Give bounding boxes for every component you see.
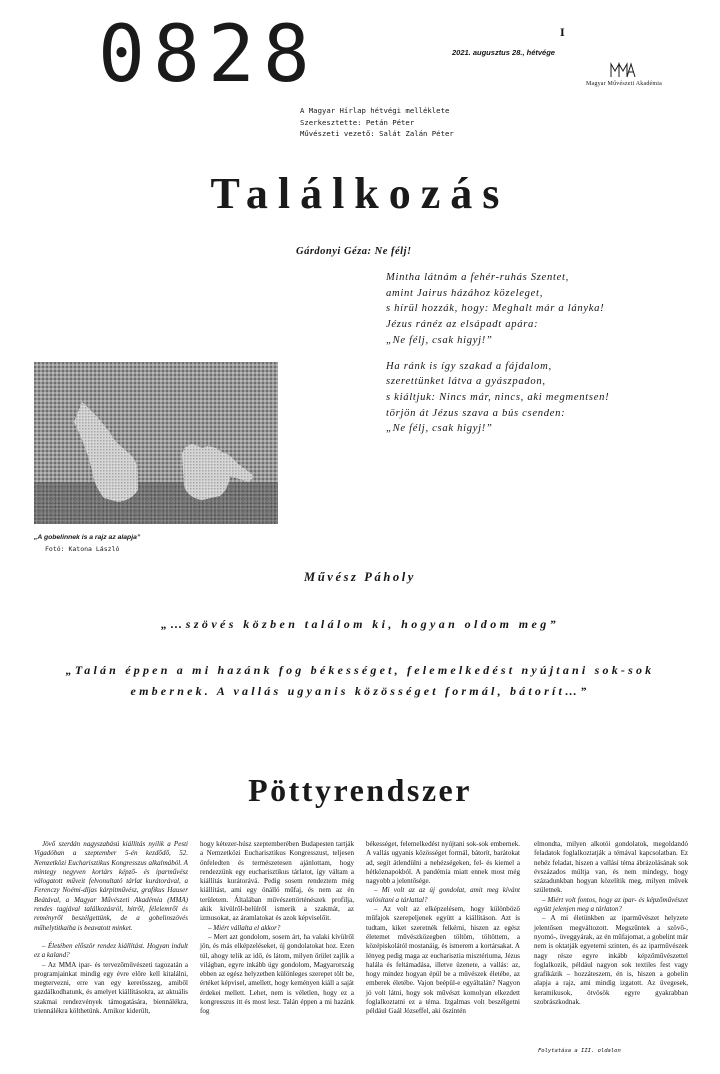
mma-logo-icon xyxy=(610,62,636,78)
article-paragraph: elmondta, milyen alkotói gondolatok, megoldandó feladatok foglalkoztatják a témával kapcsolatban. Ez nehéz feladat, hiszen a vallási téma ábrázolásának sok évszázados múltja van, és nem mindegy, hogy századunkban hogyan közelítik meg, milyen művek születnek. xyxy=(534,840,688,895)
poem-line: amint Jairus házához közeleget, xyxy=(386,287,544,299)
credit-line: Művészeti vezető: Salát Zalán Péter xyxy=(300,129,454,138)
interview-question: – Mi volt az az új gondolat, amit meg kívánt valósítani a tárlattal? xyxy=(366,886,520,904)
article-paragraph: hogy kétezer-húsz szeptemberében Budapesten tartják a Nemzetközi Eucharisztikus Kongresszust, teljesen önfeledten és természetesen ajánlottam, hogy rendezzünk egy eucharisztikus tárlatot, így váltam a kiállítás kurátorává. Pedig sosem rendeztem még kiállítást, ami egy önálló műfaj, és nem az én területem. Általában művészettörténészek profilja, akik kívülről-belülről ismerik a szakmát, az izmusokat, az áramlatokat és azok képviselőit. xyxy=(200,840,354,923)
section-kicker: Művész Páholy xyxy=(304,570,416,584)
headline-pottyrendszer: Pöttyrendszer xyxy=(248,772,472,808)
photo-caption: „A gobelinnek is a rajz az alapja” xyxy=(34,534,141,541)
article-paragraph: – A mi életünkben az iparművészet helyzete jelentősen megváltozott. Megszűntek a szövő-, nyomó-, üveggyárak, az én műfajomat, a gobelint már nem is oktatják egyetemi szinten, és az iparművészek nagy része egyre inkább képzőművészettel foglalkozik, például nagyon sok textiles fest vagy grafikázik – hozzáteszem, én is, hiszen a gobelin alapja a rajz, ami mindig izgatott. Az üvegesek, keramikusok, ötvösök egyre gyakrabban szobrászkodnak. xyxy=(534,914,688,1007)
poem-line: szerettünket látva a gyászpadon, xyxy=(386,376,546,388)
interview-question: – Életében először rendez kiállítást. Hogyan indult ez a kaland? xyxy=(34,941,188,960)
poem xyxy=(386,270,609,447)
article-paragraph: – Az MMA ipar- és tervezőművészeti tagozatán a programjainkat mindig egy évre előre kell kitalálni, megtervezni, erre van egy keretösszeg, amiből gazdálkodhatunk, és amelyet kiállításokra, az aktuális szakmai rendezvények támogatására, biennálékra, triennálékra költhetünk. Amikor kiderült, xyxy=(34,960,188,1016)
pull-quote-2: „Talán éppen a mi hazánk fog békességet, felemelkedést nyújtani sok-sok embernek. A vallás ugyanis közösséget formál, bátorít…” xyxy=(65,663,655,698)
poem-line: s kiáltjuk: Nincs már, nincs, aki megmentsen! xyxy=(386,391,610,403)
continued-note: Folytatása a III. oldalon xyxy=(538,1048,621,1054)
interview-question: – Miért vállalta el akkor? xyxy=(208,923,281,932)
article-column-4 xyxy=(534,840,688,1007)
page-number: I xyxy=(560,28,565,39)
poem-stanza-1 xyxy=(386,270,609,349)
poem-line: s hírül hozzák, hogy: Meghalt már a lányka! xyxy=(386,303,605,315)
article-column-3 xyxy=(366,840,520,1017)
logo-text: Magyar Művészeti Akadémia xyxy=(586,81,662,87)
article-column-2 xyxy=(200,840,354,1017)
credit-line: A Magyar Hírlap hétvégi melléklete xyxy=(300,106,450,115)
article-paragraph: – Az volt az elképzelésem, hogy különböző műfajok szerepeljenek együtt a kiállításon. Azt is tudtam, kiket szeretnék felkérni, hiszen az egész életemet művészközegben töltöm, töltöttem, a középiskolától mostanáig, és ismerem a kortársakat. A lényeg pedig maga az eucharisztia misztériuma, Jézus halála és feltámadása, illetve üzenete, a vallás: az, hogy mindez hogyan épül be a művészek életébe, az emberek életébe. Vajon beépül-e egyáltalán? Nagyon jó volt látni, hogy sok művészt komolyan elkezdett foglalkoztatni ez a téma. Izgalmas volt beszélgetni például Gaál Józseffel, aki őszintén xyxy=(366,905,520,1016)
poem-line: törjön át Jézus szava a bús csenden: xyxy=(386,407,566,419)
poem-line: „Ne félj, csak higyj!” xyxy=(386,423,493,435)
photo-credit: Fotó: Katona László xyxy=(45,545,120,553)
credits xyxy=(300,105,454,140)
interview-question: – Miért volt fontos, hogy az ipar- és képzőművészet együtt jelenjen meg a tárlaton? xyxy=(534,895,688,914)
poem-line: „Ne félj, csak higyj!” xyxy=(386,334,493,346)
poem-stanza-2 xyxy=(386,359,609,438)
poem-line: Ha ránk is így szakad a fájdalom, xyxy=(386,360,552,372)
headline-talalkozas: Találkozás xyxy=(210,169,510,218)
article-paragraph: – Mert azt gondolom, sosem árt, ha valaki kívülről jön, és más elképzeléseket, új gondolatokat hoz. Ezen túl, ahogy telik az idő, és látom, milyen őrület zajlik a világban, egyre inkább úgy gondolom, Magyarország ebben az egész helyzetben különleges szerepet tölt be, értéket képvisel, amellett, hogy keményen kiáll a saját érdekei mellett. Lehet, nem is véletlen, hogy ez a kongresszus itt és most lesz. Talán éppen a mi hazánk fog xyxy=(200,932,354,1016)
poem-title: Gárdonyi Géza: Ne félj! xyxy=(296,246,412,257)
article-column-1 xyxy=(34,840,188,1016)
gobelin-photo xyxy=(34,362,278,524)
article-body xyxy=(34,840,688,1050)
article-paragraph: békességet, felemelkedést nyújtani sok-sok embernek. A vallás ugyanis közösséget formál, bátorít, barátokat ad, segít átlendülni a nehézségeken, fel- és kiemel a hétköznapokból. A pandémia miatt ennek most még nagyobb a jelentősége. xyxy=(366,840,520,886)
poem-line: Mintha látnám a fehér-ruhás Szentet, xyxy=(386,272,569,283)
article-lead: Jövő szerdán nagyszabású kiállítás nyílik a Pesti Vigadóban a szeptember 5-én kezdődő, 52. Nemzetközi Eucharisztikus Kongresszus alkalmából. A mintegy negyven kortárs képző- és iparművész válogatott műveit felvonultató tárlat kurátorával, a Ferenczy Noémi-díjas kárpitművész, grafikus Hauser Beátával, a Magyar Művészeti Akadémia (MMA) rendes tagjával találkozásról, hitről, félelemről és reményről beszélgettünk, de a gobelinszövés műhelytitkaiba is beavatott minket. xyxy=(34,840,188,932)
masthead-number: 0828 xyxy=(98,10,318,100)
issue-date: 2021. augusztus 28., hétvége xyxy=(452,48,555,57)
poem-line: Jézus ránéz az elsápadt apára: xyxy=(386,319,539,331)
credit-line: Szerkesztette: Petán Péter xyxy=(300,117,415,127)
pull-quote-1: „…szövés közben találom ki, hogyan oldom meg” xyxy=(160,617,559,631)
